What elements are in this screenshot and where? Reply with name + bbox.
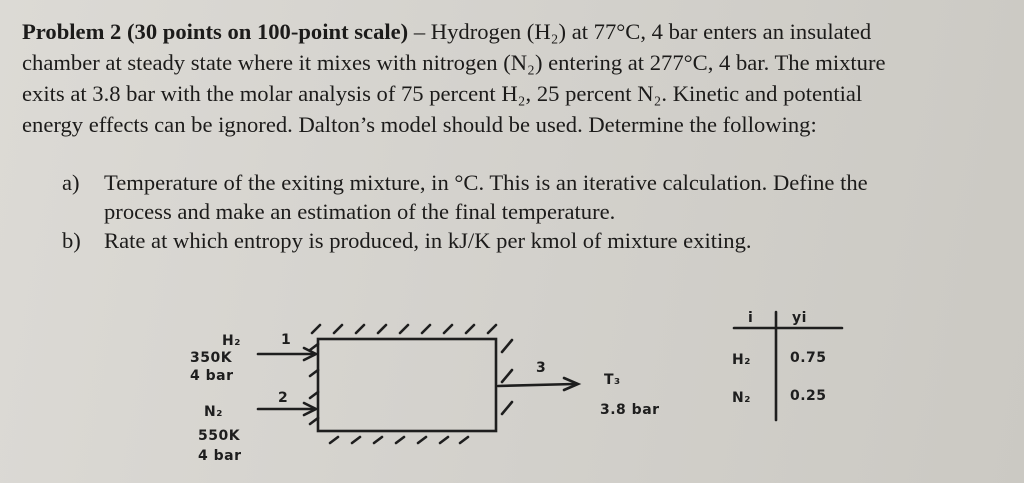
inlet-1-temperature: 350K xyxy=(190,350,233,366)
table-col-species: i xyxy=(748,310,754,326)
outlet-number: 3 xyxy=(536,360,547,376)
table-row-2-species: N₂ xyxy=(732,390,751,406)
table-row-2-fraction: 0.25 xyxy=(790,388,827,404)
question-b-line-1: Rate at which entropy is produced, in kJ/K per kmol of mixture exiting. xyxy=(104,228,752,253)
insulation-top xyxy=(312,325,496,333)
problem-line-4: energy effects can be ignored. Dalton’s model should be used. Determine the following: xyxy=(22,112,817,137)
insulation-right xyxy=(502,340,512,414)
table-row-1-fraction: 0.75 xyxy=(790,350,827,366)
question-a-line-1: Temperature of the exiting mixture, in °C. This is an iterative calculation. Define the xyxy=(104,170,868,195)
inlet-2-pressure: 4 bar xyxy=(198,448,242,464)
table-col-molefraction: yi xyxy=(792,310,807,326)
inlet-1-pressure: 4 bar xyxy=(190,368,234,384)
outlet-pressure: 3.8 bar xyxy=(600,402,660,418)
problem-line-2: chamber at steady state where it mixes with nitrogen (N₂) entering at 277°C, 4 bar. The mixture xyxy=(22,50,886,75)
inlet-2-number: 2 xyxy=(278,390,289,406)
outlet-temperature: T₃ xyxy=(604,372,621,388)
mixing-chamber xyxy=(318,339,496,431)
insulation-bottom xyxy=(330,437,468,443)
question-a-line-2: process and make an estimation of the final temperature. xyxy=(104,199,616,224)
problem-line-3: exits at 3.8 bar with the molar analysis of 75 percent H₂, 25 percent N₂. Kinetic and potential xyxy=(22,81,863,106)
problem-heading: Problem 2 (30 points on 100-point scale) xyxy=(22,19,409,44)
inlet-2-temperature: 550K xyxy=(198,428,241,444)
inlet-1-species: H₂ xyxy=(222,333,241,349)
question-a-label: a) xyxy=(62,170,80,195)
inlet-1-number: 1 xyxy=(281,332,292,348)
table-row-1-species: H₂ xyxy=(732,352,751,368)
question-b-label: b) xyxy=(62,228,81,253)
problem-line-1-text: – Hydrogen (H₂) at 77°C, 4 bar enters an insulated xyxy=(408,19,872,44)
inlet-2-species: N₂ xyxy=(204,404,223,420)
outlet-arrow xyxy=(498,384,574,386)
